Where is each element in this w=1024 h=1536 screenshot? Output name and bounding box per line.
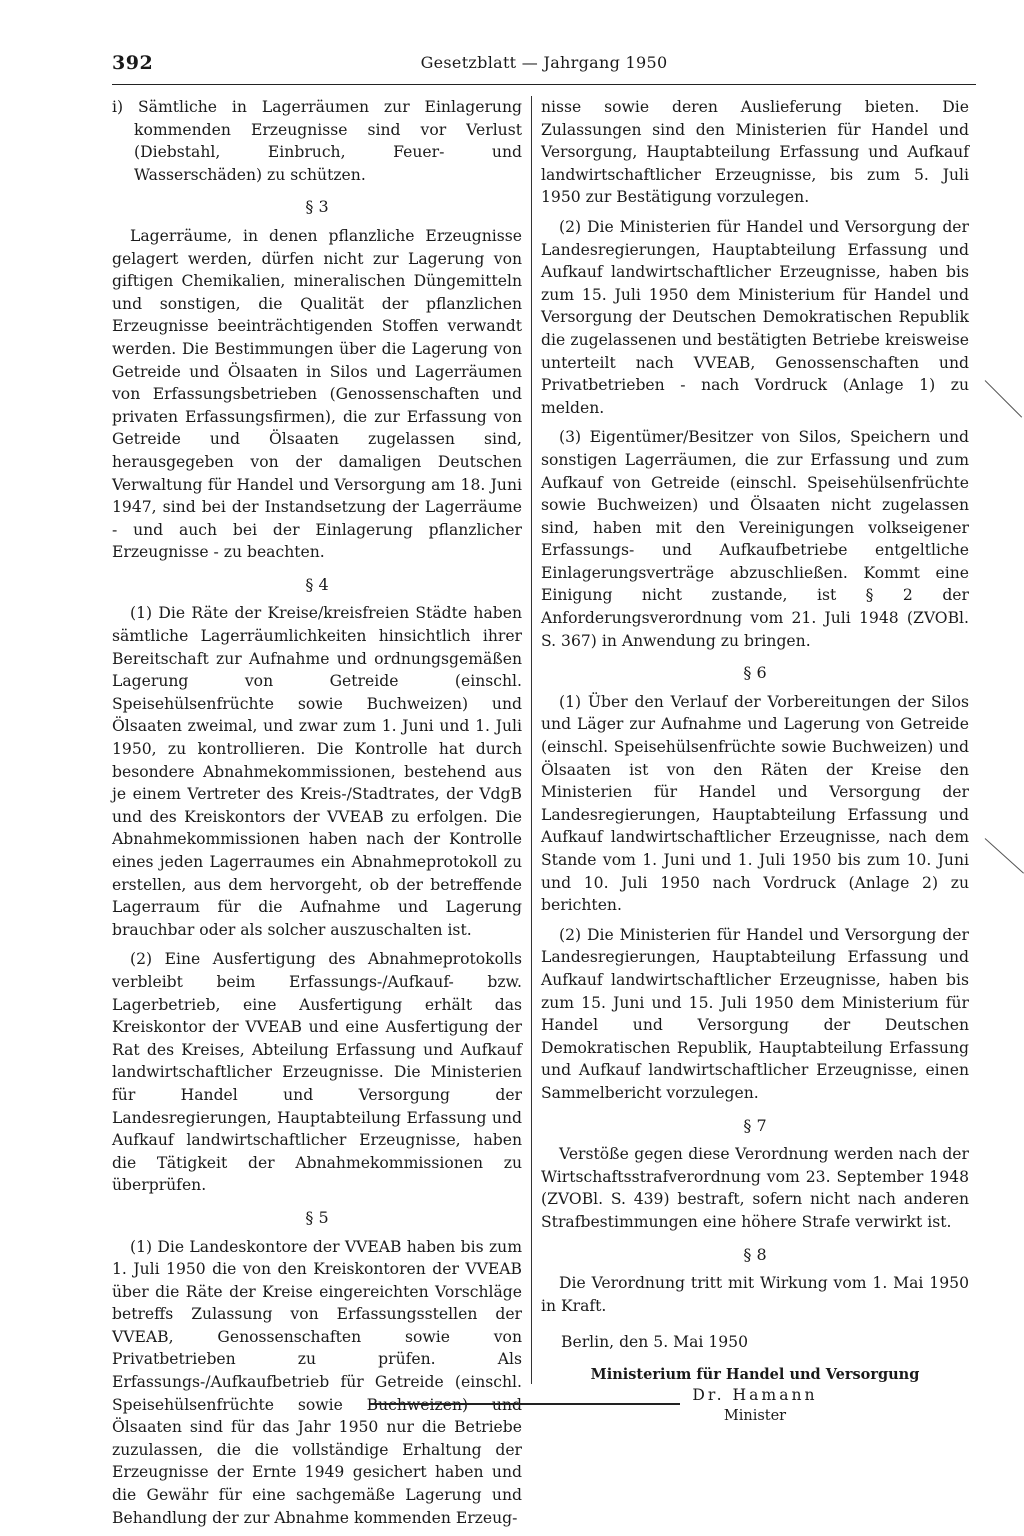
margin-mark-upper bbox=[985, 380, 1022, 417]
item-i-paragraph: i) Sämtliche in Lagerräumen zur Einlagerung kommenden Erzeugnisse sind vor Verlust (Diebstahl, Einbruch, Feuer- und Wasserschäden) zu schützen. bbox=[112, 98, 522, 184]
section-5-paragraph-3: (3) Eigentümer/Besitzer von Silos, Speichern und sonstigen Lagerräumen, die zur Erfassung und zum Aufkauf von Getreide (einschl. Speisehülsenfrüchte sowie Buchweizen) und Ölsaaten nicht zugelassen sind, haben mit den Vereinigungen volkseigener Erfassungs- und Aufkaufbetriebe entgeltliche Einlagerungsverträge abzuschließen. Kommt eine Einigung nicht zustande, ist § 2 der Anforderungsverordnung vom 21. Juli 1948 (ZVOBl. S. 367) in Anwendung zu bringen. bbox=[541, 428, 969, 650]
signature-role: Minister bbox=[723, 1407, 787, 1424]
right-column bbox=[541, 96, 969, 1427]
margin-mark-lower bbox=[985, 838, 1024, 874]
signature-ministry: Ministerium für Handel und Versorgung bbox=[590, 1365, 920, 1383]
page-number: 392 bbox=[112, 52, 154, 74]
page-header bbox=[112, 50, 976, 85]
section-6-heading: § 6 bbox=[743, 663, 767, 683]
section-5-heading: § 5 bbox=[305, 1207, 329, 1227]
section-8-text: Die Verordnung tritt mit Wirkung vom 1. Mai 1950 in Kraft. bbox=[541, 1274, 969, 1315]
section-6-paragraph-1: (1) Über den Verlauf der Vorbereitungen der Silos und Läger zur Aufnahme und Lagerung von Getreide (einschl. Speisehülsenfrüchte sowie Buchweizen) und Ölsaaten ist von den Räten der Kreise den Ministerien für Handel und Versorgung der Landesregierungen, Hauptabteilung Erfassung und Aufkauf landwirtschaftlicher Erzeugnisse, nach dem Stande vom 1. Juni und 1. Juli 1950 bis zum 10. Juni und 10. Juli 1950 nach Vordruck (Anlage 2) zu berichten. bbox=[541, 692, 969, 915]
end-rule bbox=[370, 1403, 680, 1405]
date-line: Berlin, den 5. Mai 1950 bbox=[561, 1333, 749, 1352]
section-5-paragraph-2: (2) Die Ministerien für Handel und Versorgung der Landesregierungen, Hauptabteilung Erfassung und Aufkauf landwirtschaftlicher Erzeugnisse, haben bis zum 15. Juli 1950 dem Ministerium für Handel und Versorgung der Deutschen Demokratischen Republik die zugelassenen und bestätigten Betriebe kreisweise unterteilt nach VVEAB, Genossenschaften und Privatbetrieben - nach Vordruck (Anlage 1) zu melden. bbox=[541, 217, 969, 417]
section-3-heading: § 3 bbox=[305, 197, 329, 217]
section-4-paragraph-1: (1) Die Räte der Kreise/kreisfreien Städte haben sämtliche Lagerräumlichkeiten hinsichtlich ihrer Bereitschaft zur Aufnahme und ordnungsgemäßen Lagerung von Getreide (einschl. Speisehülsenfrüchte sowie Buchweizen) und Ölsaaten zweimal, und zwar zum 1. Juni und 1. Juli 1950, zu kontrollieren. Die Kontrolle hat durch besondere Abnahmekommissionen, bestehend aus je einem Vertreter des Kreis-/Stadtrates, der VdgB und des Kreiskontors der VVEAB zu erfolgen. Die Abnahmekommissionen haben nach der Kontrolle eines jeden Lagerraumes ein Abnahmeprotokoll zu erstellen, aus dem hervorgeht, ob der betreffende Lagerraum für die Aufnahme und Lagerung brauchbar oder als solcher auszuschalten ist. bbox=[112, 604, 522, 939]
section-5-paragraph-1-start: (1) Die Landeskontore der VVEAB haben bis zum 1. Juli 1950 die von den Kreiskontoren der VVEAB über die Räte der Kreise eingereichten Vorschläge betreffs Zulassung von Erfassungsstellen der VVEAB, Genossenschaften sowie von Privatbetrieben zu prüfen. Als Erfassungs-/Aufkaufbetrieb für Getreide (einschl. Speisehülsenfrüchte sowie Buchweizen) und Ölsaaten sind für das Jahr 1950 nur die Betriebe zuzulassen, die die vollständige Erhaltung der Erzeugnisse der Ernte 1949 gesichert haben und die Gewähr für eine sachgemäße Lagerung und Behandlung der zur Abnahme kommenden Erzeug- bbox=[112, 1237, 522, 1527]
section-4-heading: § 4 bbox=[305, 574, 329, 594]
section-4-paragraph-2: (2) Eine Ausfertigung des Abnahmeprotokolls verbleibt beim Erfassungs-/Aufkauf- bzw. Lagerbetrieb, eine Ausfertigung erhält das Kreiskontor der VVEAB und eine Ausfertigung der Rat des Kreises, Abteilung Erfassung und Aufkauf landwirtschaftlicher Erzeugnisse. Die Ministerien für Handel und Versorgung der Landesregierungen, Hauptabteilung Erfassung und Aufkauf landwirtschaftlicher Erzeugnisse, haben die Tätigkeit der Abnahmekommissionen zu überprüfen. bbox=[112, 950, 522, 1195]
section-3-text: Lagerräume, in denen pflanzliche Erzeugnisse gelagert werden, dürfen nicht zur Lagerung von giftigen Chemikalien, mineralischen Düngemitteln und sonstigen, die Qualität der pflanzlichen Erzeugnisse beeinträchtigenden Stoffen verwandt werden. Die Bestimmungen über die Lagerung von Getreide und Ölsaaten in Silos und Lagerräumen von Erfassungsbetrieben (Genossenschaften und privaten Erfassungsfirmen), die zur Erfassung von Getreide und Ölsaaten zugelassen sind, herausgegeben von der damaligen Deutschen Verwaltung für Handel und Versorgung am 18. Juni 1947, sind bei der Instandsetzung der Lagerräume - und auch bei der Einlagerung pflanzlicher Erzeugnisse - zu beachten. bbox=[112, 226, 522, 562]
left-column bbox=[112, 96, 522, 1536]
section-7-text: Verstöße gegen diese Verordnung werden nach der Wirtschaftsstrafverordnung vom 23. September 1948 (ZVOBl. S. 439) bestraft, sofern nicht nach anderen Strafbestimmungen eine höhere Strafe verwirkt ist. bbox=[541, 1145, 969, 1231]
section-5-paragraph-1-end: nisse sowie deren Auslieferung bieten. Die Zulassungen sind den Ministerien für Handel und Versorgung, Hauptabteilung Erfassung und Aufkauf landwirtschaftlicher Erzeugnisse, bis zum 5. Juli 1950 zur Bestätigung vorzulegen. bbox=[541, 98, 969, 207]
column-divider bbox=[531, 96, 532, 1384]
section-8-heading: § 8 bbox=[743, 1244, 767, 1264]
running-title: Gesetzblatt — Jahrgang 1950 bbox=[420, 53, 668, 72]
section-7-heading: § 7 bbox=[743, 1115, 767, 1135]
section-6-paragraph-2: (2) Die Ministerien für Handel und Versorgung der Landesregierungen, Hauptabteilung Erfassung und Aufkauf landwirtschaftlicher Erzeugnisse, haben bis zum 15. Juni und 15. Juli 1950 dem Ministerium für Handel und Versorgung der Deutschen Demokratischen Republik, Hauptabteilung Erfassung und Aufkauf landwirtschaftlicher Erzeugnisse, einen Sammelbericht vorzulegen. bbox=[541, 925, 969, 1102]
signature-name: Dr. Hamann bbox=[692, 1385, 818, 1404]
